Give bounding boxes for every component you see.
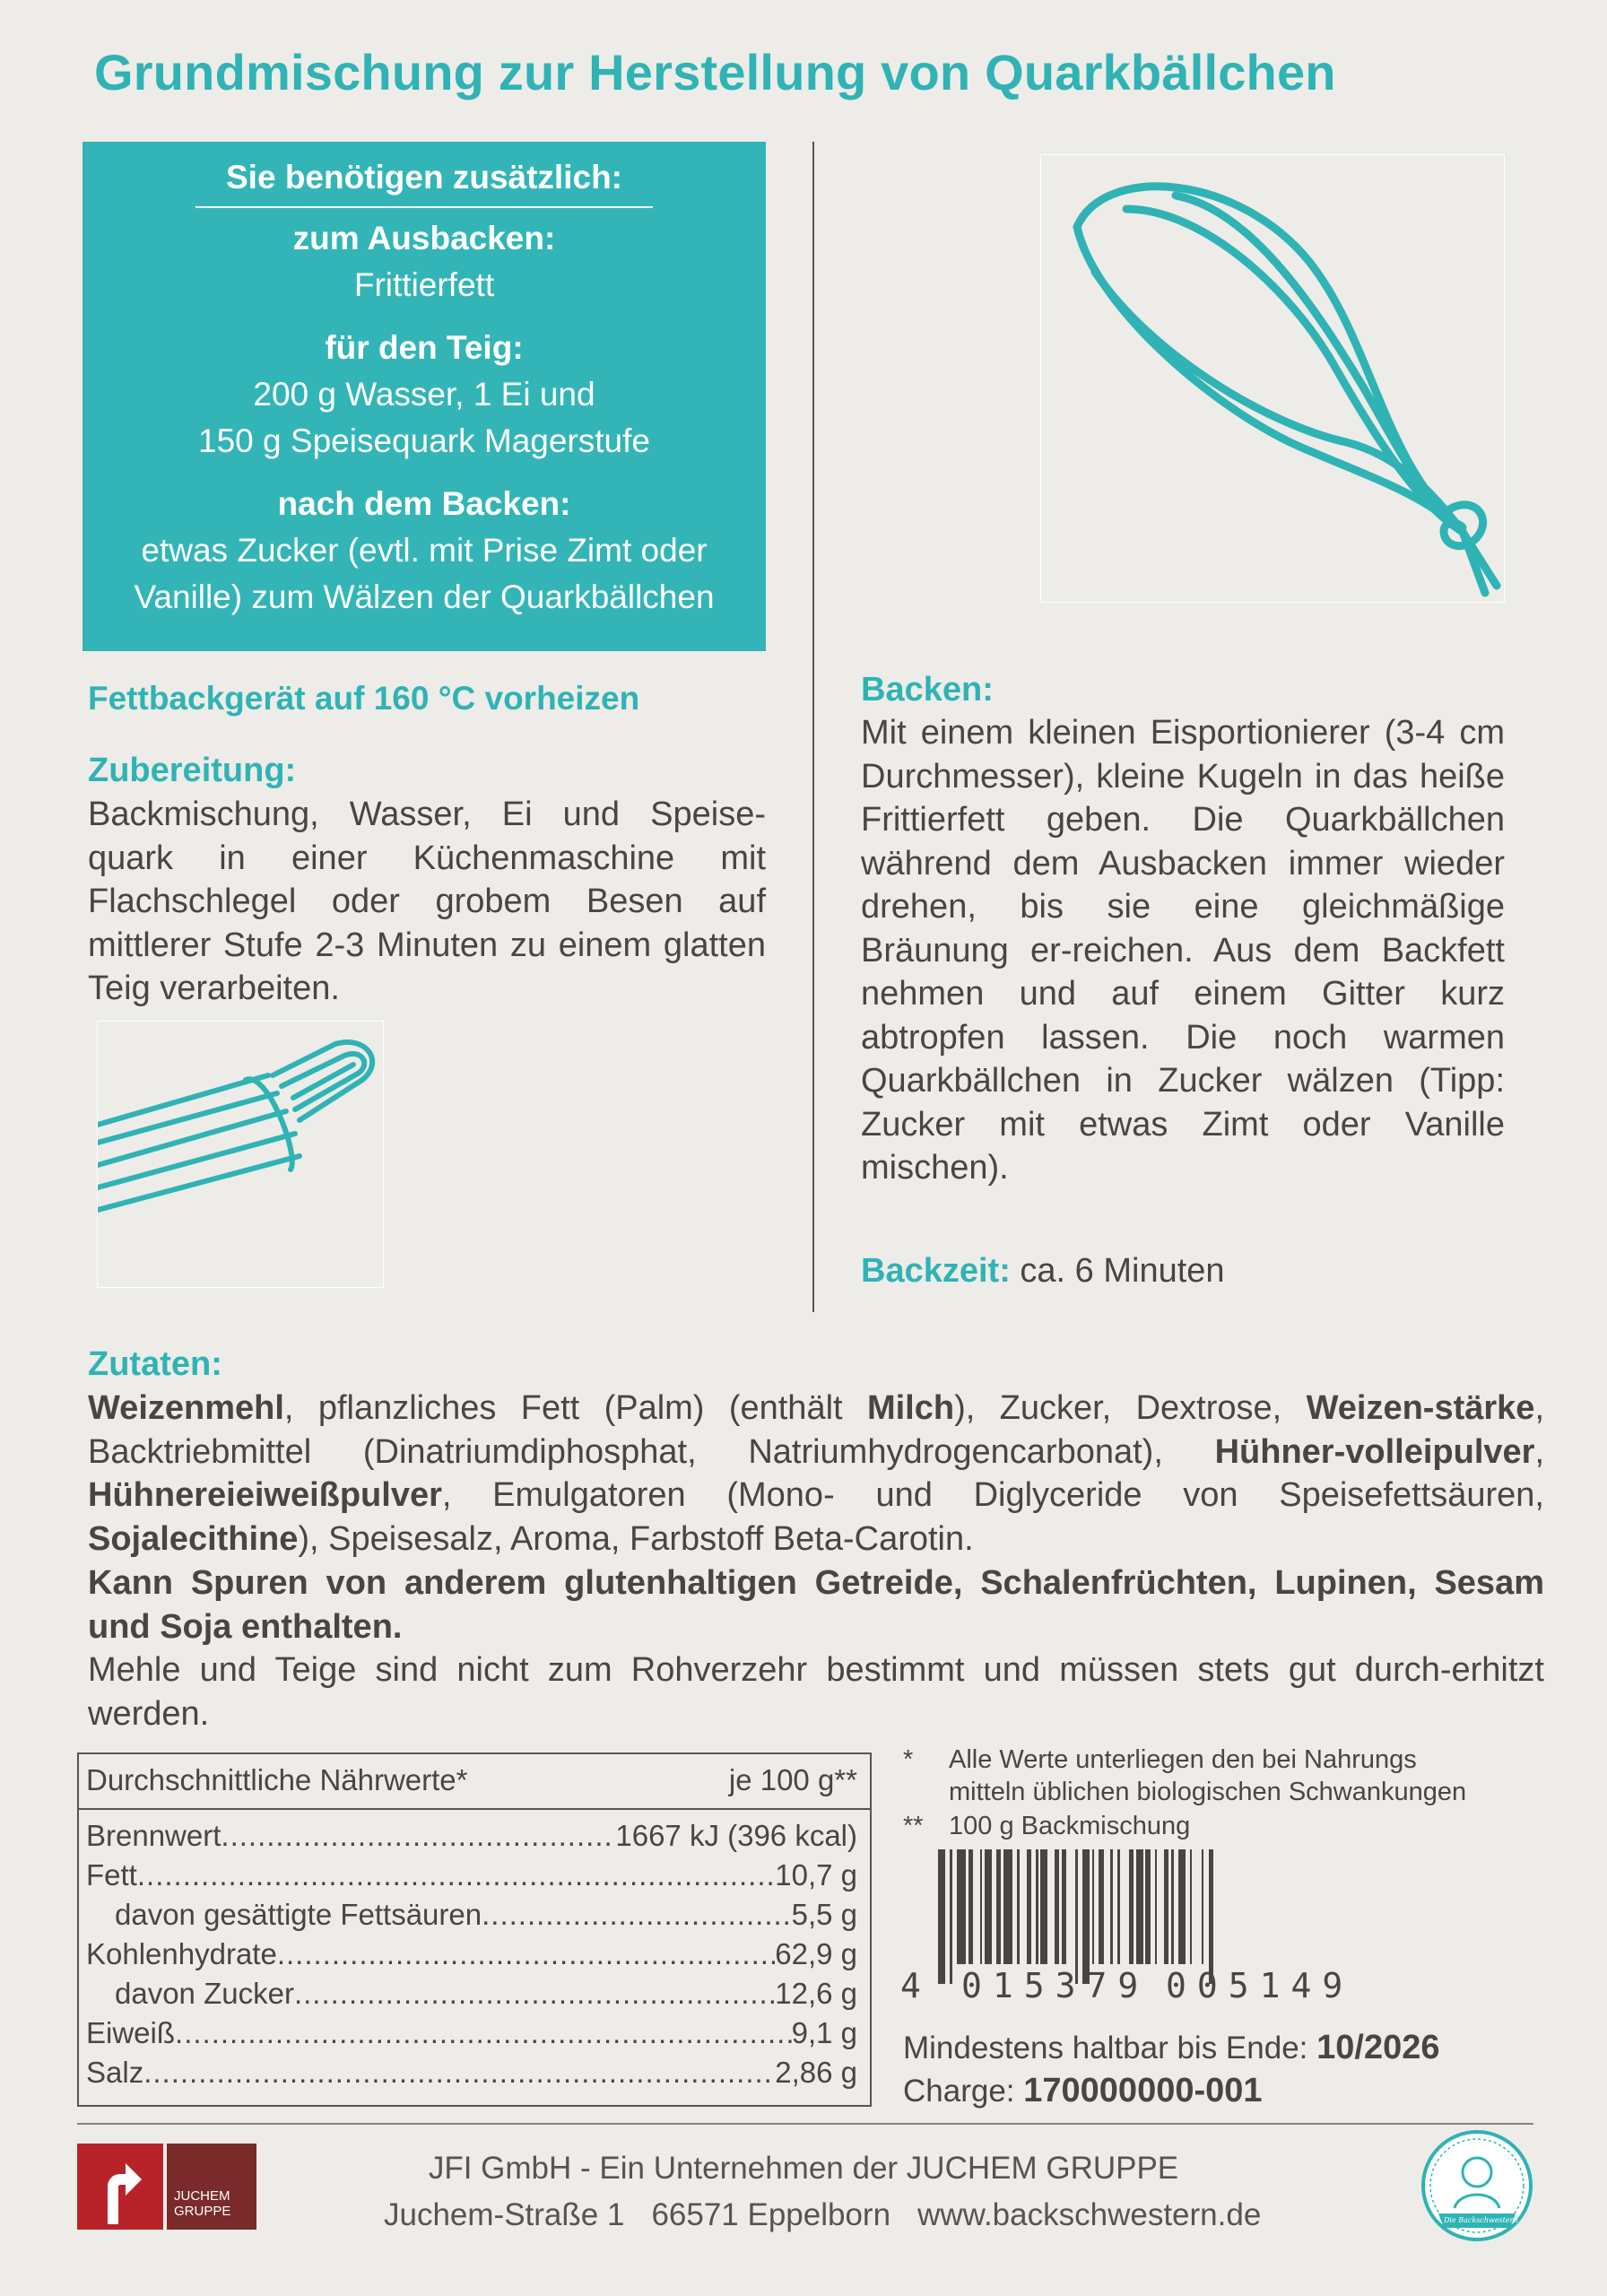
barcode-bar bbox=[1129, 1849, 1134, 1964]
ingredient-allergen: Hühnereieiweißpulver bbox=[88, 1476, 442, 1514]
nutrition-value: 2,86 g bbox=[775, 2056, 857, 2089]
footer-address bbox=[384, 2197, 1261, 2233]
best-before-label: Mindestens haltbar bis Ende: bbox=[903, 2031, 1308, 2066]
dough-line-2: 150 g Speisequark Magerstufe bbox=[198, 422, 650, 459]
nutrition-row bbox=[86, 1858, 857, 1898]
nutrition-header-right: je 100 g** bbox=[728, 1763, 857, 1796]
backschwestern-badge bbox=[1419, 2127, 1535, 2244]
barcode-bar bbox=[957, 1849, 966, 1964]
barcode-bar bbox=[938, 1849, 945, 1984]
baking-time bbox=[861, 1252, 1225, 1291]
ingredient-allergen: Sojalecithine bbox=[88, 1519, 299, 1558]
dot-leader bbox=[143, 2056, 775, 2090]
barcode-bar bbox=[1117, 1849, 1120, 1964]
barcode-first-digit: 4 bbox=[900, 1966, 921, 2005]
barcode-bar bbox=[1209, 1849, 1213, 1984]
ingredient-text: , bbox=[1534, 1432, 1544, 1471]
footnote-2-text: 100 g Backmischung bbox=[949, 1812, 1191, 1840]
ingredient-text: ), Speisesalz, Aroma, Farbstoff Beta-Carotin. bbox=[298, 1519, 974, 1558]
barcode-bar bbox=[1075, 1849, 1078, 1984]
barcode-bar bbox=[1202, 1849, 1204, 1964]
baking-time-value: ca. 6 Minuten bbox=[1020, 1252, 1225, 1290]
barcode-bar bbox=[969, 1849, 973, 1964]
footnote-1-line-1: Alle Werte unterliegen den bei Nahrungs bbox=[949, 1745, 1417, 1774]
barcode-bar bbox=[1003, 1849, 1012, 1964]
frying-heading: zum Ausbacken: bbox=[292, 220, 556, 257]
barcode-bar bbox=[1036, 1849, 1038, 1964]
nutrition-value: 5,5 g bbox=[791, 1898, 857, 1931]
logo-line-1: JUCHEM bbox=[174, 2188, 230, 2204]
barcode-bar bbox=[1190, 1849, 1193, 1964]
dot-leader bbox=[137, 1858, 775, 1892]
ingredient-allergen: Weizenmehl bbox=[88, 1389, 284, 1427]
best-before-value: 10/2026 bbox=[1316, 2029, 1440, 2066]
footer-street: Juchem-Straße 1 bbox=[384, 2197, 625, 2232]
needed-box bbox=[83, 142, 766, 651]
dot-leader bbox=[175, 2016, 792, 2050]
baking-heading: Backen: bbox=[861, 671, 994, 709]
preheat-note: Fettbackgerät auf 160 °C vorheizen bbox=[88, 680, 640, 717]
nutrition-value: 10,7 g bbox=[775, 1858, 857, 1892]
nutrition-row bbox=[115, 1977, 857, 2016]
barcode-bar bbox=[1017, 1849, 1020, 1964]
footer-city: 66571 Eppelborn bbox=[651, 2197, 891, 2232]
baking-time-label: Backzeit: bbox=[861, 1252, 1011, 1290]
nutrition-header bbox=[86, 1763, 857, 1803]
preparation-text: Backmischung, Wasser, Ei und Speise-quark in einer Küchenmaschine mit Flachschlegel oder grobem Besen auf mittlerer Stufe 2-3 Minuten zu einem glatten Teig verarbeiten. bbox=[88, 796, 766, 1007]
barcode-bar bbox=[1164, 1849, 1168, 1964]
ingredient-allergen: Milch bbox=[866, 1389, 955, 1427]
nutrition-label: davon gesättigte Fettsäuren bbox=[115, 1898, 482, 1931]
nutrition-label: davon Zucker bbox=[115, 1977, 294, 2010]
dough-heading: für den Teig: bbox=[325, 329, 524, 366]
ingredient-text: , Emulgatoren (Mono- und Diglyceride von Speisefettsäuren, bbox=[441, 1476, 1544, 1514]
barcode-bar bbox=[1145, 1849, 1150, 1964]
barcode-bar bbox=[1099, 1849, 1103, 1964]
column-divider bbox=[812, 142, 814, 1312]
ingredient-text: ), Zucker, Dextrose, bbox=[954, 1389, 1307, 1427]
page-title: Grundmischung zur Herstellung von Quarkbällchen bbox=[94, 44, 1336, 100]
nutrition-row bbox=[115, 1898, 857, 1937]
ingredient-text: , Backtriebmittel (Dinatriumdiphosphat, Natriumhydrogencarbonat), bbox=[88, 1389, 1544, 1471]
nutrition-value: 62,9 g bbox=[775, 1937, 857, 1970]
dot-leader bbox=[482, 1898, 791, 1932]
nutrition-label: Salz bbox=[86, 2056, 144, 2089]
after-heading: nach dem Backen: bbox=[277, 485, 571, 522]
barcode-bar bbox=[1155, 1849, 1158, 1964]
after-line-2: Vanille) zum Wälzen der Quarkbällchen bbox=[134, 578, 715, 615]
nutrition-label: Eiweiß bbox=[86, 2016, 176, 2049]
ingredient-allergen: Hühner-volleipulver bbox=[1214, 1432, 1535, 1471]
preparation-heading: Zubereitung: bbox=[88, 752, 297, 789]
ingredients-text bbox=[88, 1387, 1544, 1561]
whisk-illustration bbox=[1040, 154, 1505, 603]
barcode-bar bbox=[1062, 1849, 1066, 1964]
barcode-bar bbox=[1092, 1849, 1095, 1964]
footer-divider bbox=[77, 2123, 1533, 2125]
batch-label: Charge: bbox=[903, 2074, 1015, 2109]
nutrition-row bbox=[86, 1937, 857, 1977]
rolling-pin-icon bbox=[98, 1022, 385, 1289]
whisk-icon bbox=[1041, 155, 1506, 604]
allergen-note: Kann Spuren von anderem glutenhaltigen Getreide, Schalenfrüchten, Lupinen, Sesam und Soja enthalten. bbox=[88, 1564, 1544, 1646]
barcode-bar bbox=[1136, 1849, 1143, 1964]
nutrition-label: Fett bbox=[86, 1858, 137, 1892]
nutrition-divider bbox=[79, 1808, 870, 1810]
footnote-1-mark: * bbox=[903, 1745, 914, 1774]
raw-consumption-note: Mehle und Teige sind nicht zum Rohverzehr bestimmt und müssen stets gut durch-erhitzt werden. bbox=[88, 1651, 1544, 1733]
divider bbox=[195, 206, 653, 208]
dot-leader bbox=[277, 1937, 775, 1971]
ingredients-heading: Zutaten: bbox=[88, 1345, 222, 1383]
nutrition-header-left: Durchschnittliche Nährwerte* bbox=[86, 1763, 468, 1796]
nutrition-row bbox=[86, 2056, 857, 2095]
footer-company: JFI GmbH - Ein Unternehmen der JUCHEM GRUPPE bbox=[428, 2151, 1179, 2186]
ingredient-text: , pflanzliches Fett (Palm) (enthält bbox=[283, 1389, 867, 1427]
badge-text: Die Backschwestern bbox=[1444, 2216, 1518, 2224]
footnote-1-line-2: mitteln üblichen biologischen Schwankungen bbox=[949, 1778, 1467, 1806]
barcode-bar bbox=[1040, 1849, 1047, 1964]
best-before bbox=[903, 2029, 1440, 2067]
nutrition-label: Brennwert bbox=[86, 1819, 222, 1852]
barcode-bar bbox=[980, 1849, 983, 1964]
rolling-pin-illustration bbox=[97, 1021, 384, 1288]
barcode-bar bbox=[985, 1849, 992, 1964]
frying-text: Frittierfett bbox=[353, 266, 495, 303]
barcode-bar bbox=[1082, 1849, 1090, 1984]
nutrition-value: 9,1 g bbox=[791, 2016, 857, 2049]
after-line-1: etwas Zucker (evtl. mit Prise Zimt oder bbox=[141, 532, 708, 569]
nutrition-row bbox=[86, 2016, 857, 2056]
barcode-bar bbox=[996, 1849, 1001, 1964]
barcode-bar bbox=[1110, 1849, 1113, 1964]
batch bbox=[903, 2072, 1263, 2110]
needed-heading: Sie benötigen zusätzlich: bbox=[226, 159, 622, 196]
dot-leader bbox=[294, 1977, 775, 2011]
barcode-bar bbox=[1055, 1849, 1059, 1964]
dot-leader bbox=[221, 1819, 615, 1853]
footnote-2-mark: ** bbox=[903, 1812, 924, 1840]
barcode-bar bbox=[1178, 1849, 1186, 1964]
nutrition-value: 1667 kJ (396 kcal) bbox=[615, 1819, 857, 1852]
batch-value: 170000000-001 bbox=[1023, 2072, 1263, 2109]
footer-web: www.backschwestern.de bbox=[917, 2197, 1262, 2232]
baking-text: Mit einem kleinen Eisportionierer (3-4 cm Durchmesser), kleine Kugeln in das heiße Frittierfett geben. Die Quarkbällchen während dem Ausbacken immer wieder drehen, bis sie eine gleichmäßige Bräunung er-reichen. Aus dem Backfett nehmen und auf einem Gitter kurz abtropfen lassen. Die noch warmen Quarkbällchen in Zucker wälzen (Tipp: Zucker mit etwas Zimt oder Vanille mischen). bbox=[861, 714, 1505, 1187]
nutrition-value: 12,6 g bbox=[775, 1977, 857, 2010]
barcode-left-digits: 015379 bbox=[961, 1966, 1150, 2005]
nutrition-table bbox=[77, 1752, 872, 2107]
ingredient-allergen: Weizen-stärke bbox=[1306, 1389, 1535, 1427]
dough-line-1: 200 g Wasser, 1 Ei und bbox=[253, 376, 595, 413]
barcode bbox=[938, 1849, 1386, 1984]
barcode-right-digits: 005149 bbox=[1166, 1966, 1354, 2005]
barcode-bar bbox=[1027, 1849, 1031, 1964]
nutrition-row bbox=[86, 1819, 857, 1858]
logo-line-2: GRUPPE bbox=[174, 2204, 231, 2219]
barcode-bar bbox=[1171, 1849, 1174, 1964]
nutrition-label: Kohlenhydrate bbox=[86, 1937, 277, 1970]
barcode-bar bbox=[950, 1849, 952, 1984]
